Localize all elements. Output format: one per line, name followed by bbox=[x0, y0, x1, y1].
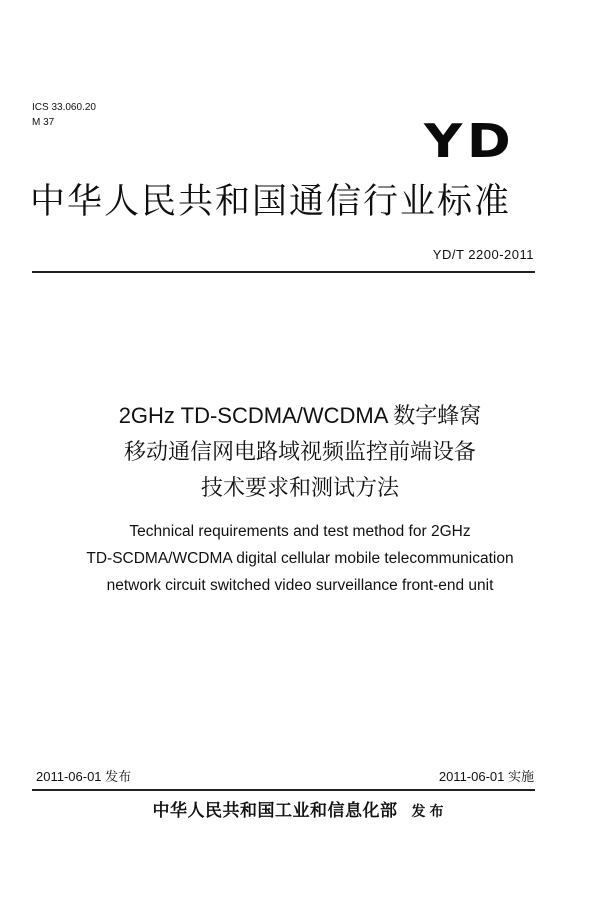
english-title bbox=[0, 518, 600, 599]
english-title-line: network circuit switched video surveillance front-end unit bbox=[106, 577, 494, 594]
header-divider bbox=[32, 271, 535, 273]
classification-codes bbox=[32, 100, 96, 130]
english-title-line: Technical requirements and test method for 2GHz bbox=[129, 523, 471, 540]
ccs-code: M 37 bbox=[32, 117, 55, 128]
implement-date: 2011-06-01 实施 bbox=[438, 769, 534, 784]
ics-code: ICS 33.060.20 bbox=[32, 102, 96, 113]
footer-divider bbox=[32, 789, 535, 791]
issue-label: 发布 bbox=[411, 804, 448, 820]
chinese-title-line: 技术要求和测试方法 bbox=[200, 475, 399, 500]
english-title-line: TD-SCDMA/WCDMA digital cellular mobile telecommunication bbox=[86, 550, 514, 567]
standard-category-title: 中华人民共和国通信行业标准 bbox=[30, 182, 512, 221]
issuer-name: 中华人民共和国工业和信息化部 bbox=[152, 801, 398, 821]
standard-number: YD/T 2200-2011 bbox=[432, 247, 534, 262]
chinese-title bbox=[0, 398, 600, 506]
standard-logo: YD bbox=[424, 114, 516, 168]
issuing-authority bbox=[0, 796, 600, 821]
publish-date: 2011-06-01 发布 bbox=[36, 769, 132, 784]
chinese-title-line: 移动通信网电路域视频监控前端设备 bbox=[123, 439, 476, 464]
chinese-title-line: 2GHz TD-SCDMA/WCDMA 数字蜂窝 bbox=[118, 403, 482, 428]
